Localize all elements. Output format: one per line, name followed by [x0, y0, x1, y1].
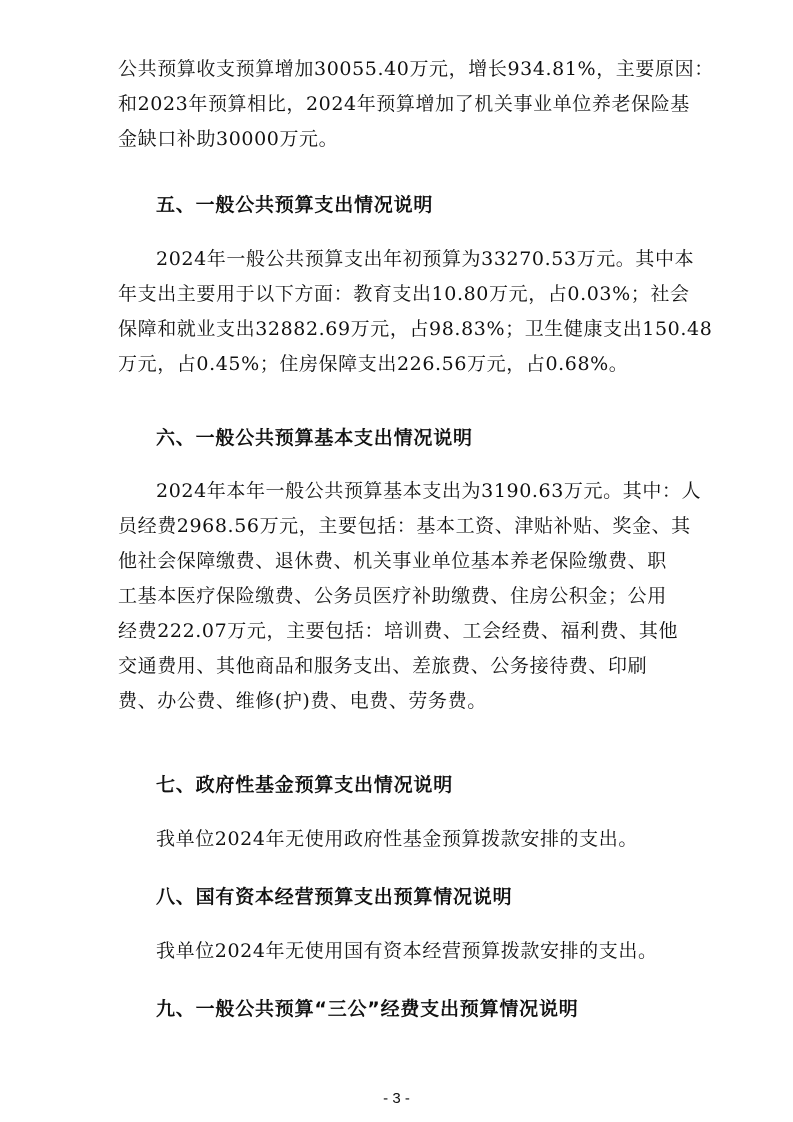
paragraph-line: 工基本医疗保险缴费、公务员医疗补助缴费、住房公积金；公用 — [118, 585, 667, 607]
paragraph-line: 金缺口补助30000万元。 — [118, 128, 339, 150]
paragraph-line: 2024年本年一般公共预算基本支出为3190.63万元。其中：人 — [156, 480, 702, 502]
page-number: - 3 - — [383, 1090, 410, 1107]
paragraph-line: 交通费用、其他商品和服务支出、差旅费、公务接待费、印刷 — [118, 655, 648, 677]
section-5-paragraph — [118, 242, 713, 382]
section-heading-7: 七、政府性基金预算支出情况说明 — [156, 774, 454, 796]
paragraph-line: 和2023年预算相比，2024年预算增加了机关事业单位养老保险基 — [118, 93, 690, 115]
paragraph-line: 2024年一般公共预算支出年初预算为33270.53万元。其中本 — [156, 248, 695, 270]
section-7-paragraph — [118, 822, 678, 857]
paragraph-line: 经费222.07万元，主要包括：培训费、工会经费、福利费、其他 — [118, 620, 679, 642]
paragraph-line: 公共预算收支预算增加30055.40万元，增长934.81%，主要原因： — [118, 58, 714, 80]
paragraph-line: 他社会保障缴费、退休费、机关事业单位基本养老保险缴费、职 — [118, 550, 667, 572]
paragraph-line: 保障和就业支出32882.69万元，占98.83%；卫生健康支出150.48 — [118, 318, 713, 340]
section-6-paragraph — [118, 474, 702, 719]
intro-paragraph — [118, 52, 714, 157]
section-8-paragraph — [118, 934, 678, 969]
paragraph-line: 万元，占0.45%；住房保障支出226.56万元，占0.68%。 — [118, 353, 629, 375]
paragraph-line: 年支出主要用于以下方面：教育支出10.80万元，占0.03%；社会 — [118, 283, 690, 305]
paragraph-line: 费、办公费、维修(护)费、电费、劳务费。 — [118, 690, 487, 712]
section-heading-8: 八、国有资本经营预算支出预算情况说明 — [156, 886, 513, 908]
section-heading-5: 五、一般公共预算支出情况说明 — [156, 194, 434, 216]
paragraph-line: 员经费2968.56万元，主要包括：基本工资、津贴补贴、奖金、其 — [118, 515, 691, 537]
paragraph-line: 我单位2024年无使用国有资本经营预算拨款安排的支出。 — [156, 940, 658, 962]
paragraph-line: 我单位2024年无使用政府性基金预算拨款安排的支出。 — [156, 828, 638, 850]
section-heading-6: 六、一般公共预算基本支出情况说明 — [156, 427, 473, 449]
section-heading-9: 九、一般公共预算“三公”经费支出预算情况说明 — [156, 998, 579, 1020]
